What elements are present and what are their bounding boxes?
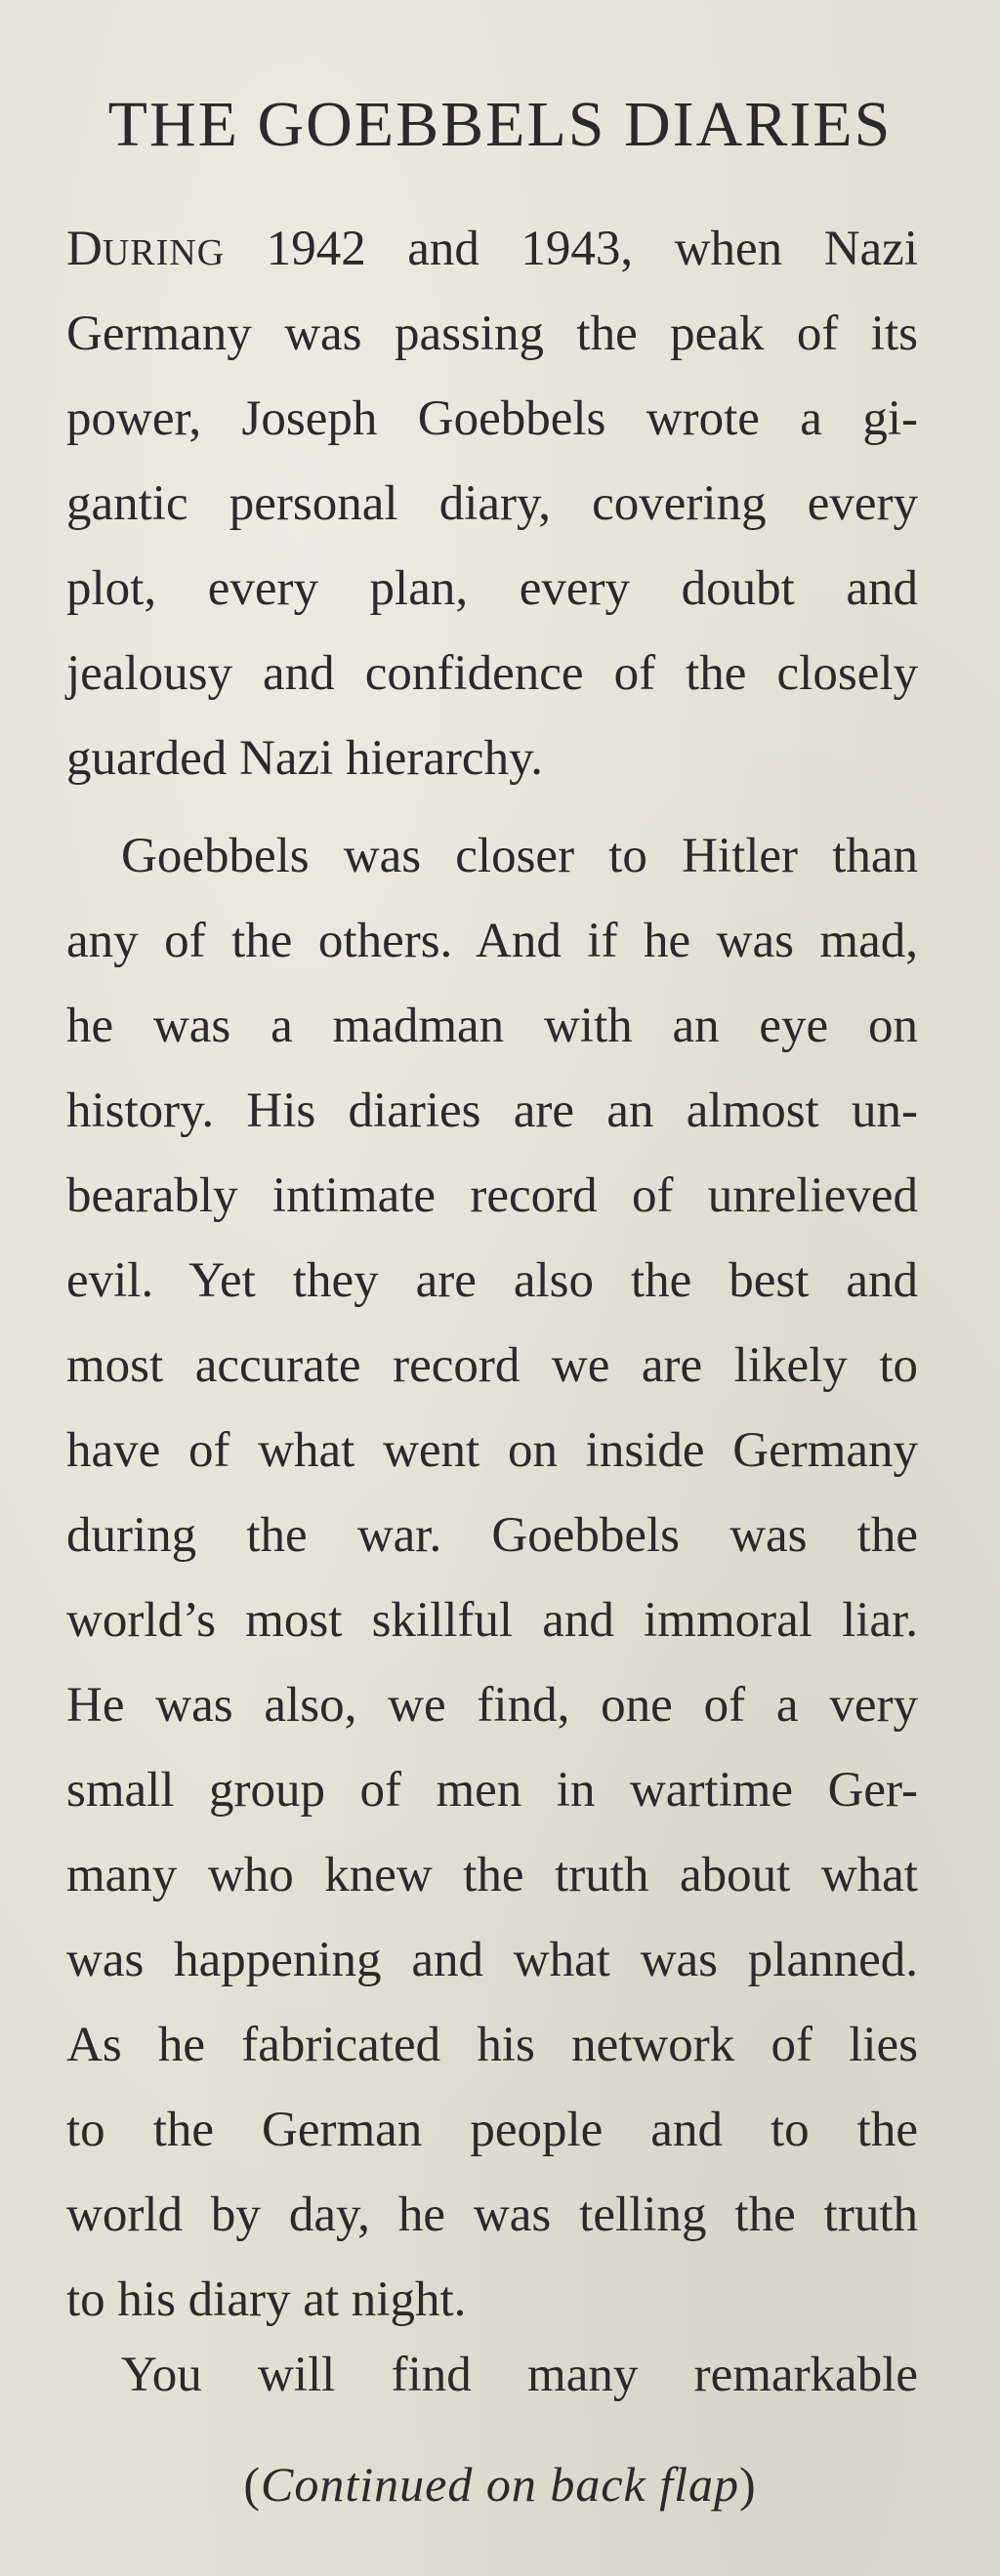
text-line: guarded Nazi hierarchy. [66, 731, 544, 786]
paragraph-1 [66, 207, 918, 801]
text-line: during the war. Goebbels was the [66, 1508, 918, 1563]
text-line: have of what went on inside Germany [66, 1423, 918, 1478]
text-line: world by day, he was telling the truth [66, 2188, 918, 2242]
text-line: Germany was passing the peak of its [66, 307, 918, 361]
text-line: was happening and what was planned. [66, 1933, 918, 1987]
text-line: power, Joseph Goebbels wrote a gi- [66, 391, 918, 446]
text-line: plot, every plan, every doubt and [66, 561, 918, 616]
text-line-content: 1942 and 1943, when Nazi [225, 222, 918, 276]
page-title: THE GOEBBELS DIARIES [107, 89, 893, 160]
continued-close-paren: ) [739, 2457, 757, 2512]
text-line: Goebbels was closer to Hitler than [121, 829, 918, 883]
lead-initial: D [66, 222, 103, 276]
text-line: many who knew the truth about what [66, 1848, 918, 1902]
paragraph-3 [66, 2333, 918, 2418]
text-line: world’s most skillful and immoral liar. [66, 1593, 918, 1648]
lead-small-caps: URING [102, 232, 226, 273]
paragraph-2 [66, 814, 918, 2343]
text-line: He was also, we find, one of a very [66, 1678, 918, 1733]
continued-note [0, 2445, 1000, 2523]
text-line [66, 207, 918, 292]
text-line: You will find many remarkable [121, 2348, 918, 2402]
text-line: history. His diaries are an almost un- [66, 1084, 918, 1138]
text-line: evil. Yet they are also the best and [66, 1253, 918, 1308]
continued-open-paren: ( [243, 2457, 261, 2512]
text-line: most accurate record we are likely to [66, 1338, 918, 1393]
text-line: he was a madman with an eye on [66, 999, 918, 1053]
text-line: to the German people and to the [66, 2103, 918, 2157]
text-line: jealousy and confidence of the closely [66, 646, 918, 701]
text-line: any of the others. And if he was mad, [66, 914, 918, 968]
continued-text: Continued on back flap [261, 2457, 739, 2512]
text-line: small group of men in wartime Ger- [66, 1763, 918, 1818]
text-line: to his diary at night. [66, 2272, 467, 2327]
text-line: As he fabricated his network of lies [66, 2018, 918, 2072]
text-line: bearably intimate record of unrelieved [66, 1168, 918, 1223]
text-line: gantic personal diary, covering every [66, 476, 918, 531]
